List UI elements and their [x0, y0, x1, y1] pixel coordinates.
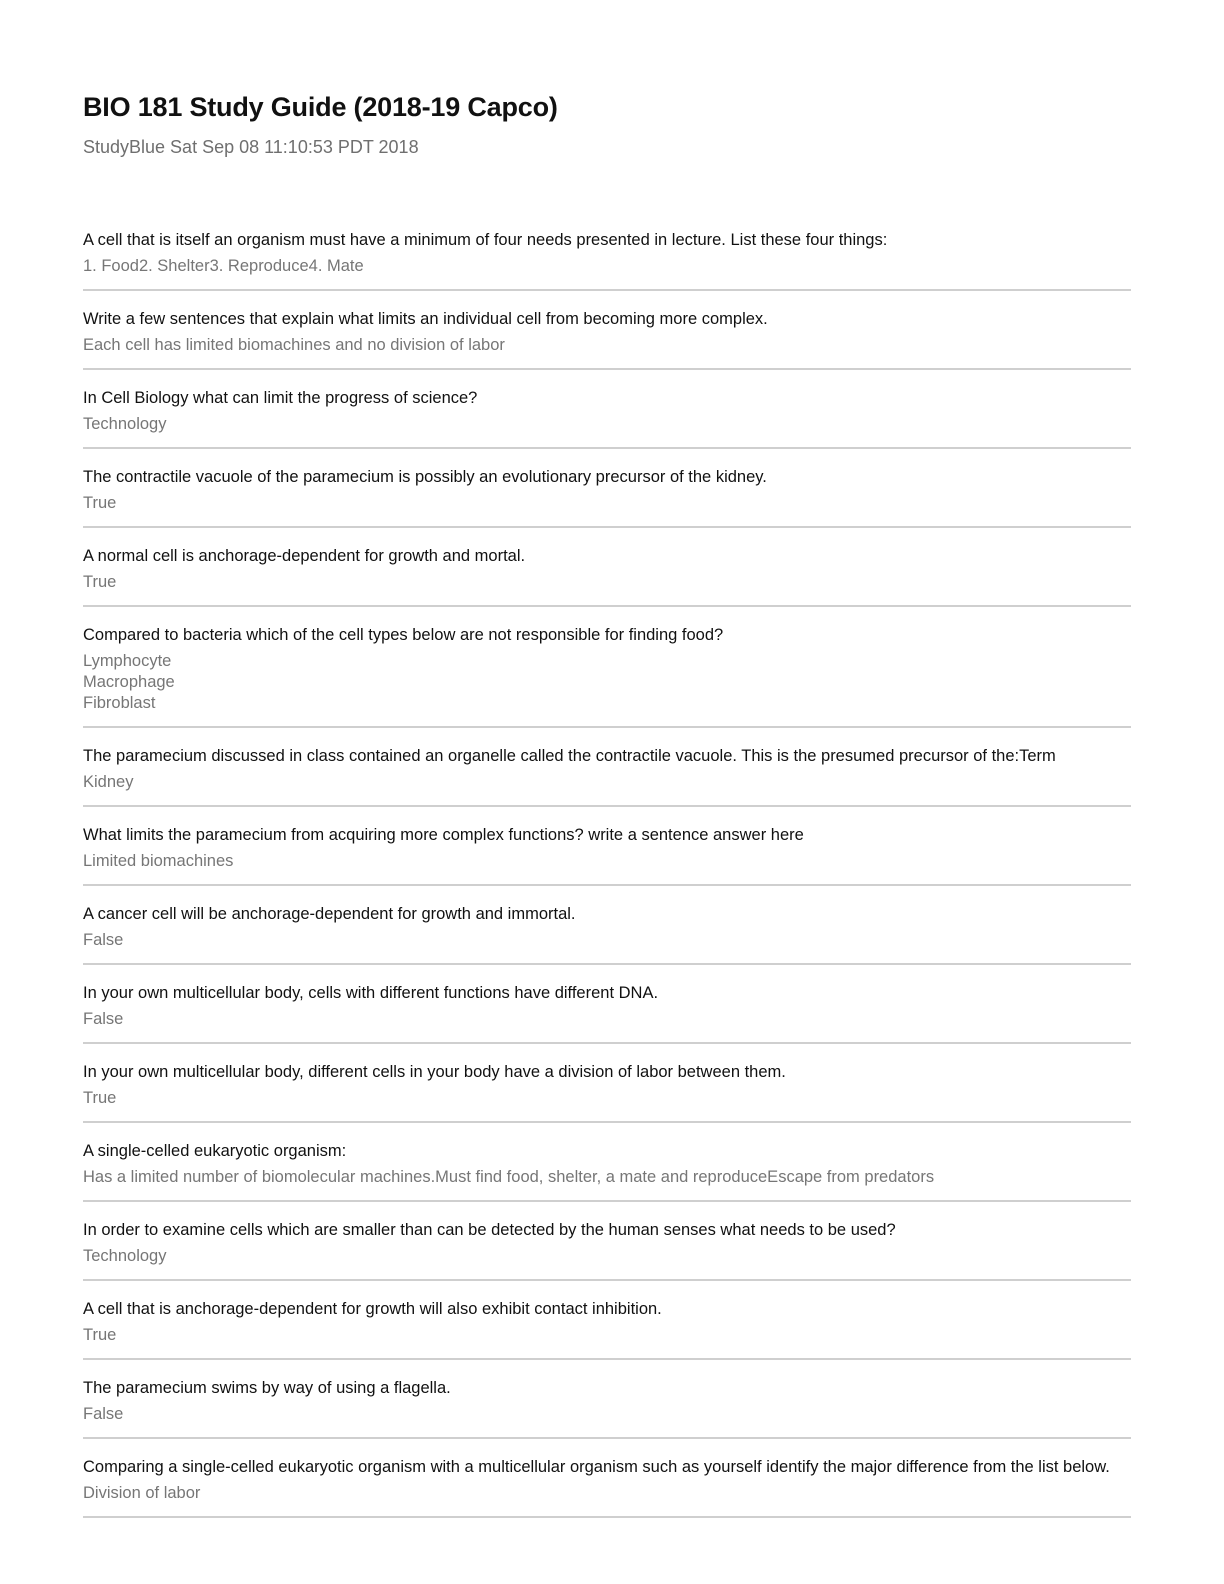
flashcard-answer: Each cell has limited biomachines and no division of labor — [83, 336, 505, 354]
flashcard-answer: Macrophage — [83, 673, 175, 691]
flashcard — [83, 625, 1131, 728]
flashcard-answer: Limited biomachines — [83, 852, 234, 870]
flashcard-answer: Technology — [83, 1247, 167, 1265]
flashcard-question: A single-celled eukaryotic organism: — [83, 1142, 347, 1160]
page-subtitle: StudyBlue Sat Sep 08 11:10:53 PDT 2018 — [83, 137, 419, 157]
flashcard-answer: Lymphocyte — [83, 652, 172, 670]
flashcard-answer: False — [83, 1010, 124, 1028]
flashcard — [83, 309, 1131, 370]
flashcard — [83, 388, 1131, 449]
flashcard-question: A cancer cell will be anchorage-dependent for growth and immortal. — [83, 905, 576, 923]
flashcard-question: The paramecium discussed in class contained an organelle called the contractile vacuole. This is the presumed precursor of the:Term — [83, 747, 1056, 765]
flashcard-question: In your own multicellular body, cells with different functions have different DNA. — [83, 984, 659, 1002]
flashcard-question: A normal cell is anchorage-dependent for growth and mortal. — [83, 547, 526, 565]
flashcard — [83, 1299, 1131, 1360]
flashcard-answer: False — [83, 1405, 124, 1423]
flashcard — [83, 1378, 1131, 1439]
flashcard-answer: False — [83, 931, 124, 949]
flashcard — [83, 1141, 1131, 1202]
flashcard — [83, 467, 1131, 528]
flashcard — [83, 904, 1131, 965]
flashcard-question: A cell that is anchorage-dependent for growth will also exhibit contact inhibition. — [83, 1300, 662, 1318]
flashcard-question: In Cell Biology what can limit the progress of science? — [83, 389, 478, 407]
page-title: BIO 181 Study Guide (2018-19 Capco) — [83, 92, 558, 122]
flashcard — [83, 1062, 1131, 1123]
flashcard-question: The paramecium swims by way of using a flagella. — [83, 1379, 451, 1397]
flashcard-answer: Division of labor — [83, 1484, 201, 1502]
flashcard-answer: True — [83, 494, 117, 512]
flashcard-question: Compared to bacteria which of the cell types below are not responsible for finding food? — [83, 626, 724, 644]
flashcard-question: The contractile vacuole of the paramecium is possibly an evolutionary precursor of the kidney. — [83, 468, 767, 486]
flashcard-answer: True — [83, 1089, 117, 1107]
flashcard — [83, 546, 1131, 607]
flashcard-list — [83, 230, 1131, 1518]
flashcard-question: What limits the paramecium from acquiring more complex functions? write a sentence answer here — [83, 826, 804, 844]
flashcard-answer: Kidney — [83, 773, 134, 791]
flashcard — [83, 1220, 1131, 1281]
flashcard-answer: True — [83, 1326, 117, 1344]
flashcard-question: Comparing a single-celled eukaryotic organism with a multicellular organism such as yourself identify the major difference from the list below. — [83, 1458, 1110, 1476]
flashcard — [83, 746, 1131, 807]
flashcard-question: In order to examine cells which are smaller than can be detected by the human senses what needs to be used? — [83, 1221, 896, 1239]
flashcard-question: Write a few sentences that explain what limits an individual cell from becoming more complex. — [83, 310, 768, 328]
flashcard-question: In your own multicellular body, different cells in your body have a division of labor between them. — [83, 1063, 786, 1081]
flashcard — [83, 983, 1131, 1044]
flashcard-answer: 1. Food2. Shelter3. Reproduce4. Mate — [83, 257, 364, 275]
flashcard — [83, 825, 1131, 886]
flashcard-question: A cell that is itself an organism must have a minimum of four needs presented in lecture. List these four things: — [83, 231, 888, 249]
flashcard-answer: True — [83, 573, 117, 591]
flashcard-answer: Fibroblast — [83, 694, 156, 712]
flashcard-answer: Has a limited number of biomolecular machines.Must find food, shelter, a mate and reproduceEscape from predators — [83, 1168, 935, 1186]
flashcard — [83, 1457, 1131, 1518]
flashcard — [83, 230, 1131, 291]
flashcard-answer: Technology — [83, 415, 167, 433]
